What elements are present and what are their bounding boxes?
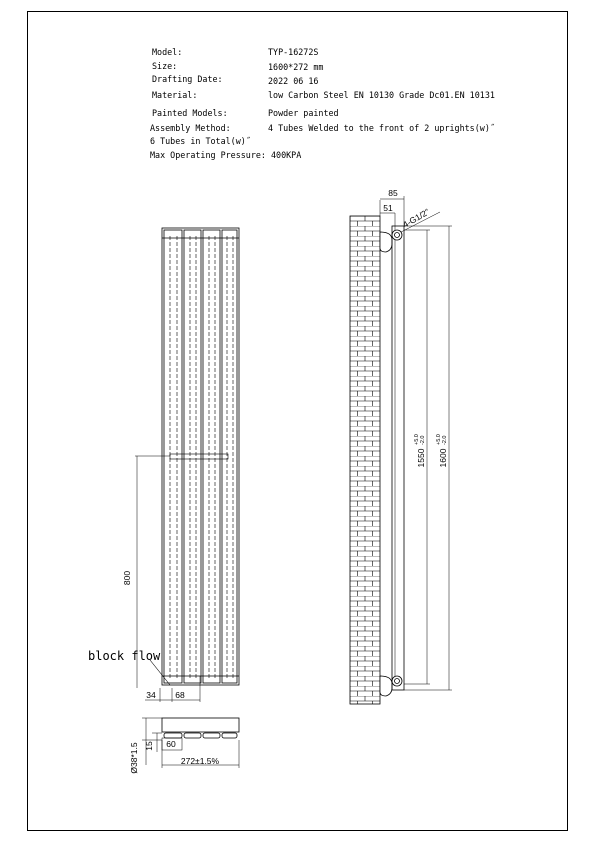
- dim-top-outer: 85: [388, 188, 398, 198]
- center-bracket: [170, 454, 228, 459]
- hidden-lines: [170, 236, 233, 680]
- assembly-value: 4 Tubes Welded to the front of 2 uprights(w)˝: [268, 123, 495, 133]
- model-label: Model:: [152, 47, 183, 57]
- flow-leader: [150, 660, 170, 685]
- dim-tube-width: 60: [166, 739, 176, 749]
- assembly-label: Assembly Method:: [150, 123, 231, 133]
- dim-inner-tol-up: +5.0: [414, 434, 420, 445]
- brick-wall: [350, 216, 380, 704]
- block-flow-note: block flow: [88, 649, 161, 663]
- tube-4: [222, 230, 237, 683]
- model-value: TYP-16272S: [268, 47, 319, 57]
- tube-2: [184, 230, 201, 683]
- dim-left: 34: [146, 690, 156, 700]
- thread-spec: 4-G1/2": [401, 206, 432, 230]
- dim-inner-height-group: [414, 434, 426, 467]
- painted-label: Painted Models:: [152, 108, 228, 118]
- bottom-tube-3: [203, 733, 220, 738]
- dim-depth: 15: [144, 741, 154, 751]
- top-valve: [392, 230, 402, 240]
- bottom-tube-2: [184, 733, 201, 738]
- dim-top-inner: 51: [383, 203, 393, 213]
- dim-outer-height: 1600: [438, 448, 448, 468]
- front-view: [135, 228, 239, 702]
- dim-right: 68: [175, 690, 185, 700]
- dim-outer-tol-up: +5.0: [436, 434, 442, 445]
- top-bracket: [380, 232, 392, 252]
- size-value: 1600*272 mm: [268, 62, 324, 72]
- side-view: [350, 196, 452, 704]
- dim-outer-height-group: [436, 434, 448, 467]
- bottom-valve: [392, 676, 402, 686]
- dim-tube-diameter: Ø38*1.5: [129, 742, 139, 774]
- bottom-tube-4: [222, 733, 237, 738]
- dim-outer-tol-dn: -2.0: [442, 435, 448, 445]
- date-label: Drafting Date:: [152, 74, 223, 84]
- tubes-total: 6 Tubes in Total(w)˝: [150, 136, 251, 146]
- bottom-bracket: [380, 676, 392, 696]
- material-label: Material:: [152, 90, 198, 100]
- date-value: 2022 06 16: [268, 76, 319, 86]
- tube-1: [164, 230, 182, 683]
- bottom-frame: [162, 718, 239, 732]
- dim-inner-height: 1550: [416, 448, 426, 468]
- dim-inner-tol-dn: -2.0: [420, 435, 426, 445]
- dim-center-height: 800: [122, 570, 132, 586]
- side-upright: [392, 226, 404, 690]
- tube-3: [203, 230, 220, 683]
- pressure: Max Operating Pressure: 400KPA: [150, 150, 302, 160]
- material-value: low Carbon Steel EN 10130 Grade Dc01.EN 10131: [268, 90, 495, 100]
- bottom-tube-1: [164, 733, 182, 738]
- size-label: Size:: [152, 61, 178, 71]
- radiator-outline: [162, 228, 239, 685]
- dim-total-width: 272±1.5%: [180, 756, 220, 766]
- painted-value: Powder painted: [268, 108, 339, 118]
